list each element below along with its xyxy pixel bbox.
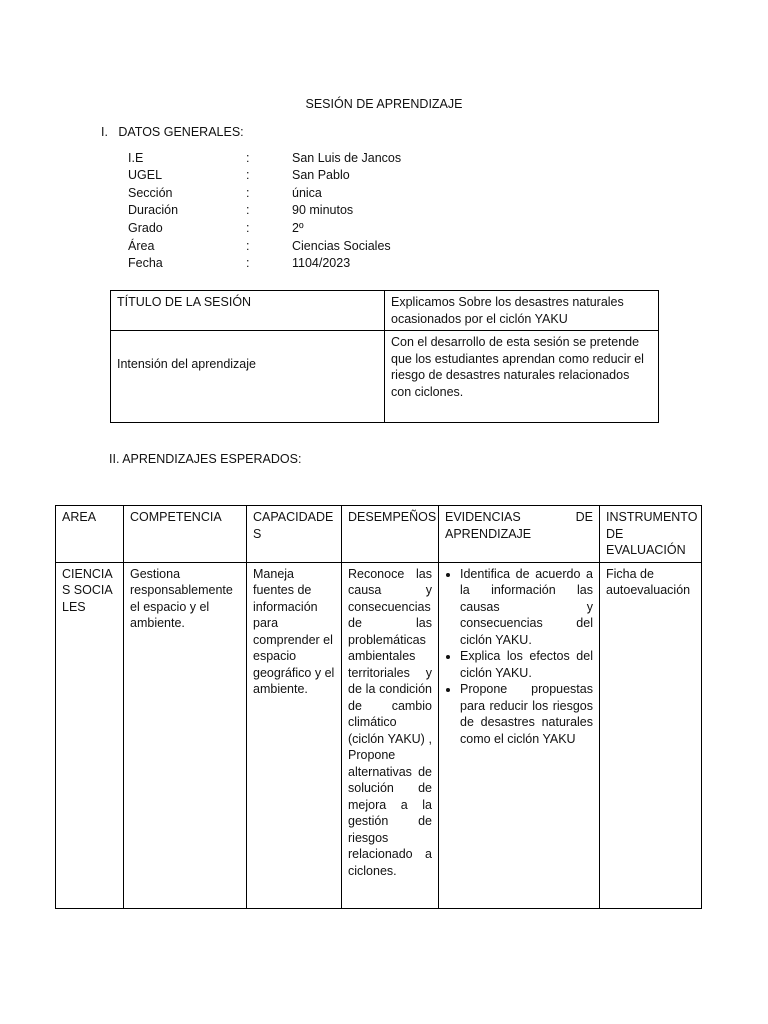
- session-intent-label: Intensión del aprendizaje: [111, 331, 385, 423]
- header-evidencias-word2: DE: [575, 510, 593, 524]
- section-heading-general: I. DATOS GENERALES:: [101, 125, 244, 139]
- header-instrumento: INSTRUMENTO DE EVALUACIÓN: [600, 506, 702, 563]
- learning-data-row: [56, 562, 702, 908]
- general-value: única: [292, 186, 322, 200]
- general-label: UGEL: [128, 168, 163, 182]
- general-colon: :: [246, 168, 250, 182]
- header-area: AREA: [56, 506, 124, 563]
- cell-capacidades: Maneja fuentes de información para comprender el espacio geográfico y el ambiente.: [247, 562, 342, 908]
- session-title-value: Explicamos Sobre los desastres naturales ocasionados por el ciclón YAKU: [385, 291, 659, 331]
- cell-evidencias: [439, 562, 600, 908]
- general-label: Fecha: [128, 256, 163, 270]
- general-colon: :: [246, 151, 250, 165]
- general-value: 2º: [292, 221, 304, 235]
- cell-area: CIENCIAS SOCIALES: [56, 562, 124, 908]
- general-value: San Pablo: [292, 168, 350, 182]
- learning-table: [55, 505, 702, 909]
- page-title: SESIÓN DE APRENDIZAJE: [305, 97, 463, 111]
- general-label: Área: [128, 239, 155, 253]
- general-colon: :: [246, 256, 250, 270]
- session-intent-value: Con el desarrollo de esta sesión se pretende que los estudiantes aprendan como reducir el riesgo de desastres naturales relacionados con ciclones.: [385, 331, 659, 423]
- cell-instrumento: Ficha de autoevaluación: [600, 562, 702, 908]
- general-value: San Luis de Jancos: [292, 151, 402, 165]
- header-evidencias-word3: APRENDIZAJE: [445, 526, 532, 541]
- general-colon: :: [246, 186, 250, 200]
- cell-competencia: Gestiona responsablemente el espacio y el ambiente.: [124, 562, 247, 908]
- general-colon: :: [246, 203, 250, 217]
- general-label: I.E: [128, 151, 144, 165]
- cell-desempenos: Reconoce las causa y consecuencias de las problemáticas ambientales territoriales y de la condición de cambio climático (ciclón YAKU) , Propone alternativas de solución de mejora a la gestión de riesgos relacionado a ciclones.: [342, 562, 439, 908]
- evidencia-item: • Propone propuestas para reducir los riesgos de desastres naturales como el ciclón YAKU: [460, 681, 593, 747]
- header-evidencias-word1: EVIDENCIAS: [445, 510, 521, 524]
- evidencias-list: [445, 566, 593, 748]
- learning-header-row: [56, 506, 702, 563]
- session-title-row: [111, 291, 659, 331]
- general-label: Sección: [128, 186, 173, 200]
- general-label: Grado: [128, 221, 163, 235]
- evidencia-item: • Explica los efectos del ciclón YAKU.: [460, 648, 593, 681]
- header-desempenos: DESEMPEÑOS: [342, 506, 439, 563]
- general-value: 1104/2023: [292, 256, 351, 270]
- general-value: 90 minutos: [292, 203, 354, 217]
- header-capacidades: CAPACIDADES: [247, 506, 342, 563]
- evidencia-item: • Identifica de acuerdo a la información las causas y consecuencias del ciclón YAKU.: [460, 566, 593, 649]
- general-label: Duración: [128, 203, 179, 217]
- session-intent-row: [111, 331, 659, 423]
- general-colon: :: [246, 239, 250, 253]
- session-table: [110, 290, 659, 423]
- section-heading-learning: II. APRENDIZAJES ESPERADOS:: [109, 452, 302, 466]
- general-value: Ciencias Sociales: [292, 239, 391, 253]
- header-evidencias: [439, 506, 600, 563]
- general-colon: :: [246, 221, 250, 235]
- header-competencia: COMPETENCIA: [124, 506, 247, 563]
- session-title-label: TÍTULO DE LA SESIÓN: [111, 291, 385, 331]
